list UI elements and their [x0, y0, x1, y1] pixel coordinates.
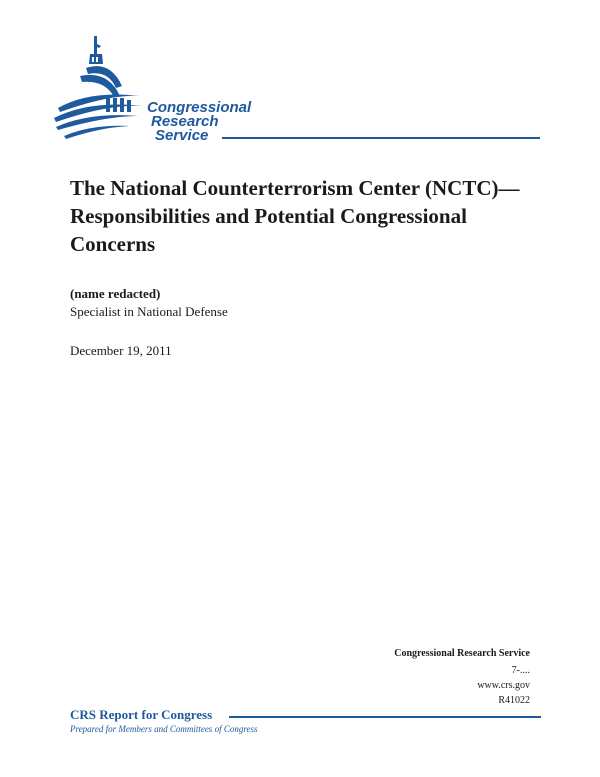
report-number: R41022 — [498, 695, 530, 706]
crs-phone: 7-.... — [511, 665, 530, 676]
logo-line-2: Research — [151, 113, 219, 130]
capitol-dome-icon — [50, 30, 160, 145]
logo-rule — [222, 137, 540, 139]
footer-subtitle: Prepared for Members and Committees of Congress — [70, 724, 258, 734]
logo-line-1: Congressional — [147, 99, 252, 116]
footer-title: CRS Report for Congress — [70, 707, 213, 722]
author-role: Specialist in National Defense — [70, 304, 228, 319]
report-date: December 19, 2011 — [70, 343, 172, 358]
crs-contact-block — [394, 646, 530, 708]
crs-org-name: Congressional Research Service — [394, 648, 530, 659]
logo-line-3: Service — [155, 127, 209, 144]
footer-rule — [229, 716, 541, 718]
crs-logo — [50, 30, 540, 150]
crs-website[interactable]: www.crs.gov — [477, 680, 530, 691]
report-title: The National Counterterrorism Center (NCTC)—Responsibilities and Potential Congressional Concerns — [70, 176, 520, 256]
author-name: (name redacted) — [70, 286, 161, 301]
